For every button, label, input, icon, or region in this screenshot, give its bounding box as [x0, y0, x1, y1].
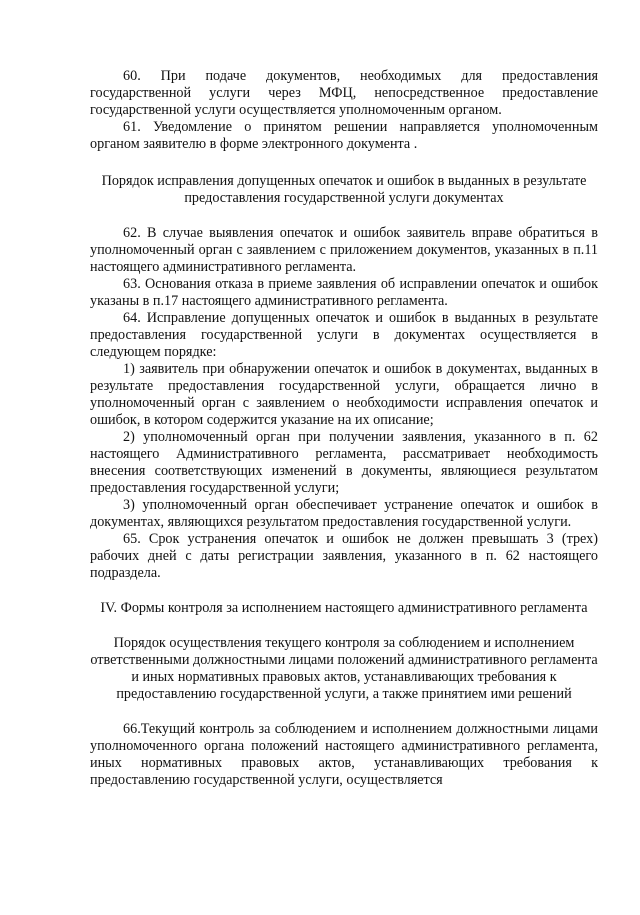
paragraph-64: 64. Исправление допущенных опечаток и ошибок в выданных в результате предоставления государственной услуги в документах осуществляется в следующем порядке: [90, 310, 598, 360]
paragraph-62: 62. В случае выявления опечаток и ошибок заявитель вправе обратиться в уполномоченный орган с заявлением с приложением документов, указанных в п.11 настоящего административного регламента. [90, 225, 598, 275]
paragraph-63: 63. Основания отказа в приеме заявления об исправлении опечаток и ошибок указаны в п.17 настоящего административного регламента. [90, 276, 598, 309]
paragraph-64-item-3: 3) уполномоченный орган обеспечивает устранение опечаток и ошибок в документах, являющихся результатом предоставления государственной услуги. [90, 497, 598, 530]
section-title-iv: IV. Формы контроля за исполнением настоящего административного регламента [100, 600, 588, 616]
paragraph-65: 65. Срок устранения опечаток и ошибок не должен превышать 3 (трех) рабочих дней с даты регистрации заявления, указанного в п. 62 настоящего подраздела. [90, 531, 598, 581]
paragraph-66: 66.Текущий контроль за соблюдением и исполнением должностными лицами уполномоченного органа положений настоящего административного регламента, иных нормативных правовых актов, устанавливающих требования к предоставлению государственной услуги, осуществляется [90, 721, 598, 788]
paragraph-64-item-2: 2) уполномоченный орган при получении заявления, указанного в п. 62 настоящего Административного регламента, рассматривает необходимость внесения соответствующих изменений в документы, являющиеся результатом предоставления государственной услуги; [90, 429, 598, 496]
paragraph-61: 61. Уведомление о принятом решении направляется уполномоченным органом заявителю в форме электронного документа . [90, 119, 598, 152]
document-body [90, 68, 598, 789]
paragraph-60: 60. При подаче документов, необходимых для предоставления государственной услуги через МФЦ, непосредственное предоставление государственной услуги осуществляется уполномоченным органом. [90, 68, 598, 118]
section-heading-corrections: Порядок исправления допущенных опечаток и ошибок в выданных в результате предоставления государственной услуги документах [101, 173, 587, 206]
paragraph-64-item-1: 1) заявитель при обнаружении опечаток и ошибок в документах, выданных в результате предоставления государственной услуги, обращается лично в уполномоченный орган с заявлением о необходимости исправления опечаток и ошибок, в котором содержится указание на их описание; [90, 361, 598, 428]
section-heading-current-control: Порядок осуществления текущего контроля за соблюдением и исполнением ответственными должностными лицами положений административного регламента и иных нормативных правовых актов, устанавливающих требования к предоставлению государственной услуги, а также принятием ими решений [90, 635, 598, 702]
